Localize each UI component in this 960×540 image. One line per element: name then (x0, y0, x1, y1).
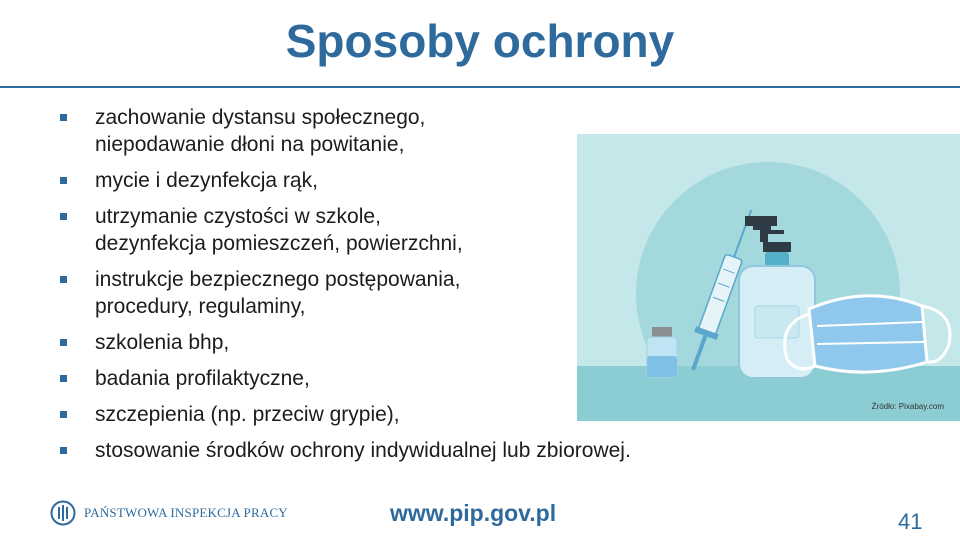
bullet-text: szczepienia (np. przeciw grypie), (95, 403, 400, 426)
square-bullet-icon (60, 447, 67, 454)
bullet-item (60, 203, 631, 257)
bullet-text: szkolenia bhp, (95, 331, 230, 354)
bullet-text: dezynfekcja pomieszczeń, powierzchni, (95, 232, 463, 255)
bullet-text: instrukcje bezpiecznego postępowania, (95, 268, 461, 291)
square-bullet-icon (60, 375, 67, 382)
bullet-item (60, 329, 631, 356)
square-bullet-icon (60, 114, 67, 121)
bullet-text: badania profilaktyczne, (95, 367, 310, 390)
bullet-item (60, 365, 631, 392)
bullet-item (60, 104, 631, 158)
logo-text: PAŃSTWOWA INSPEKCJA PRACY (84, 505, 288, 520)
bullet-text: procedury, regulaminy, (95, 295, 306, 318)
bullet-text: niepodawanie dłoni na powitanie, (95, 133, 405, 156)
title-divider (0, 86, 960, 88)
website-link[interactable]: www.pip.gov.pl (390, 500, 557, 526)
bullet-item (60, 401, 631, 428)
square-bullet-icon (60, 411, 67, 418)
protection-illustration (577, 134, 960, 421)
bullet-text: zachowanie dystansu społecznego, (95, 106, 426, 129)
image-credit: Źródło: Pixabay.com (871, 402, 944, 411)
slide-title: Sposoby ochrony (285, 15, 675, 67)
bullet-item (60, 167, 631, 194)
bullet-item (60, 266, 631, 320)
bullet-text: mycie i dezynfekcja rąk, (95, 169, 318, 192)
square-bullet-icon (60, 213, 67, 220)
page-number: 41 (898, 509, 923, 534)
square-bullet-icon (60, 339, 67, 346)
square-bullet-icon (60, 177, 67, 184)
square-bullet-icon (60, 276, 67, 283)
bullet-item (60, 437, 631, 464)
bullet-text: stosowanie środków ochrony indywidualnej lub zbiorowej. (95, 439, 631, 462)
pip-emblem-icon (50, 500, 76, 526)
bullet-text: utrzymanie czystości w szkole, (95, 205, 381, 228)
bullet-list (60, 104, 631, 473)
pip-logo (50, 500, 288, 526)
